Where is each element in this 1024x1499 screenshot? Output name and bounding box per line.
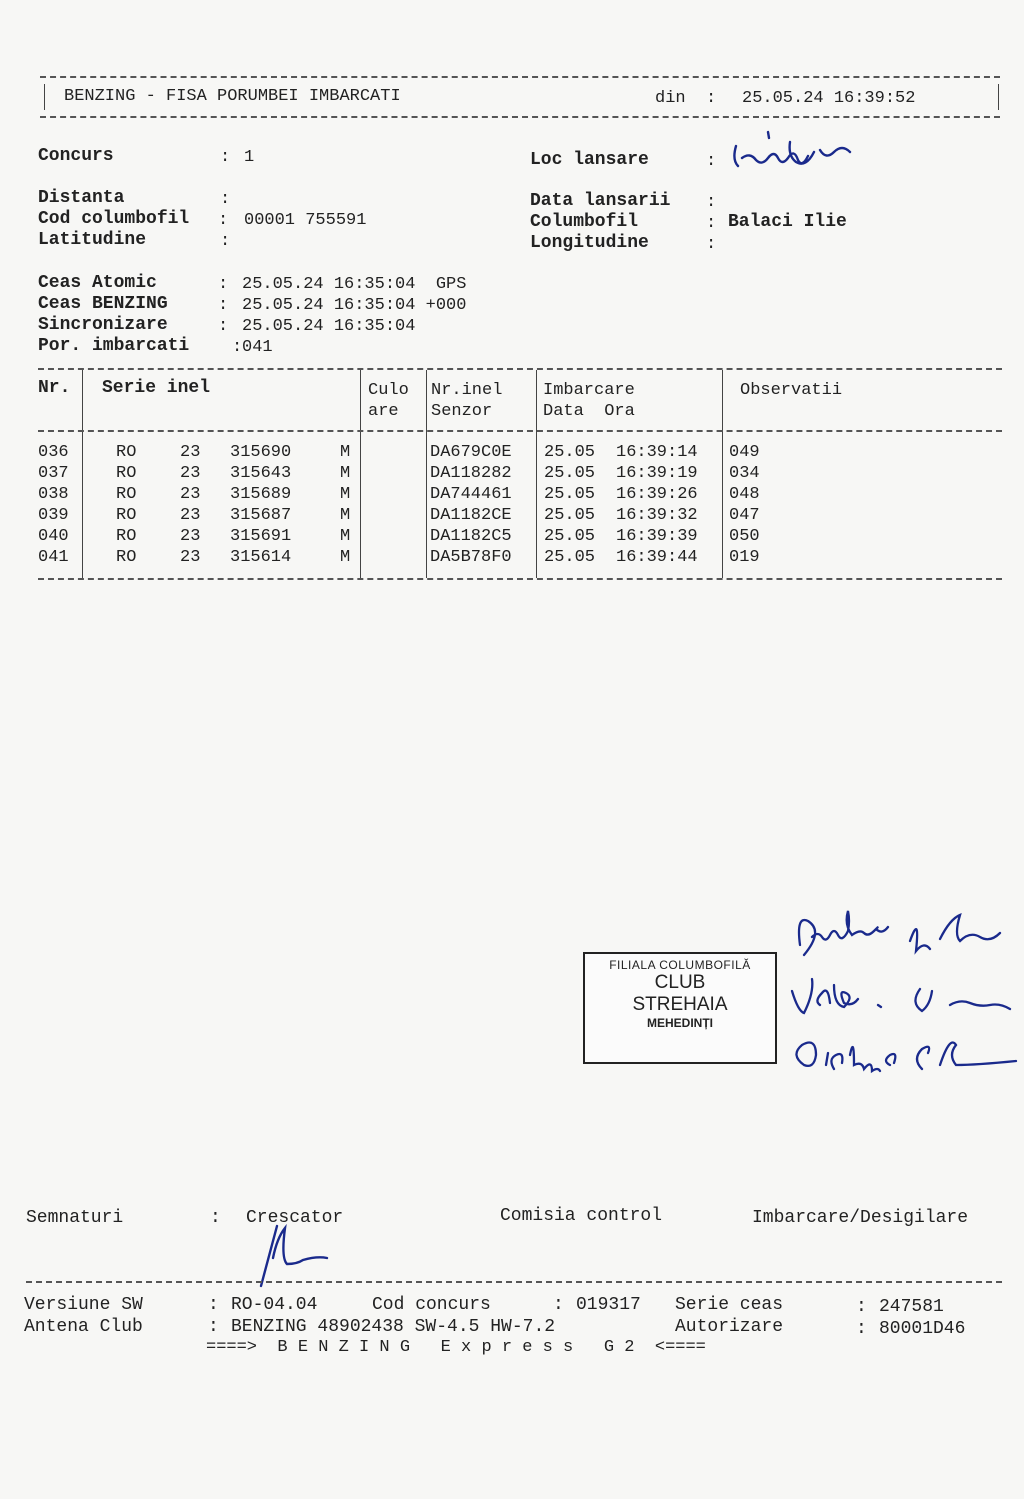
cell-obs: 019: [729, 548, 760, 567]
stamp-line-filiala: FILIALA COLUMBOFILĂ: [609, 958, 751, 972]
latitudine-colon: :: [220, 232, 231, 251]
cell-sex: M: [340, 527, 351, 546]
cell-tara: RO: [116, 464, 137, 483]
cell-sex: M: [340, 485, 351, 504]
semnaturi-label: Semnaturi: [26, 1208, 124, 1228]
stamp-line-club: CLUB: [654, 972, 706, 993]
benzing-banner: ====> B E N Z I N G E x p r e s s G 2 <====: [206, 1338, 706, 1357]
ceas-benzing-value: 25.05.24 16:35:04 +000: [242, 296, 467, 315]
longitudine-label: Longitudine: [530, 233, 649, 253]
th-imbarcare-1: Imbarcare: [543, 381, 635, 400]
cell-ora: 16:39:32: [616, 506, 698, 525]
cell-ora: 16:39:39: [616, 527, 698, 546]
cell-ora: 16:39:14: [616, 443, 698, 462]
cell-nr: 036: [38, 443, 69, 462]
versiune-sw-value: RO-04.04: [231, 1295, 318, 1315]
th-imbarcare-2: Data Ora: [543, 402, 635, 421]
header-right-border: [998, 84, 999, 110]
cell-tara: RO: [116, 527, 137, 546]
date-colon: :: [706, 89, 717, 108]
cod-concurs-label: Cod concurs: [372, 1295, 491, 1315]
th-observatii: Observatii: [740, 381, 843, 400]
antena-club-colon: :: [208, 1317, 219, 1337]
cell-nr: 039: [38, 506, 69, 525]
col-sep-serie: [360, 370, 361, 578]
autorizare-label: Autorizare: [675, 1317, 784, 1337]
ceas-atomic-label: Ceas Atomic: [38, 273, 157, 293]
cell-serie: 315687: [230, 506, 292, 525]
cell-data: 25.05: [544, 485, 596, 504]
cell-nr: 037: [38, 464, 69, 483]
header-top-border: [40, 76, 1000, 78]
ceas-benzing-label: Ceas BENZING: [38, 294, 168, 314]
th-nr: Nr.: [38, 378, 71, 398]
columbofil-colon: :: [706, 214, 717, 233]
data-lansarii-label: Data lansarii: [530, 191, 671, 211]
loc-lansare-colon: :: [706, 152, 717, 171]
ceas-benzing-colon: :: [218, 296, 229, 315]
cell-nr: 041: [38, 548, 69, 567]
cell-tara: RO: [116, 548, 137, 567]
distanta-colon: :: [220, 190, 231, 209]
date-value: 25.05.24 16:39:52: [742, 89, 916, 108]
cell-an: 23: [180, 443, 201, 462]
cell-obs: 047: [729, 506, 760, 525]
cod-columbofil-label: Cod columbofil: [38, 209, 190, 229]
cell-serie: 315689: [230, 485, 292, 504]
committee-signatures: [790, 905, 1024, 1095]
date-label: din: [655, 89, 686, 108]
cell-an: 23: [180, 548, 201, 567]
serie-ceas-colon: :: [856, 1297, 867, 1317]
ceas-atomic-value: 25.05.24 16:35:04 GPS: [242, 275, 467, 294]
cell-nr: 040: [38, 527, 69, 546]
comisia-label: Comisia control: [500, 1206, 663, 1226]
cell-data: 25.05: [544, 464, 596, 483]
cod-concurs-value: 019317: [576, 1295, 641, 1315]
header-bottom-border: [40, 116, 1000, 118]
cod-concurs-colon: :: [553, 1295, 564, 1315]
cell-senzor: DA744461: [430, 485, 512, 504]
sincronizare-colon: :: [218, 317, 229, 336]
por-imbarcati-value: 041: [242, 338, 273, 357]
serie-ceas-label: Serie ceas: [675, 1295, 784, 1315]
concurs-colon: :: [220, 148, 231, 167]
cell-senzor: DA118282: [430, 464, 512, 483]
semnaturi-colon: :: [210, 1208, 221, 1228]
cell-tara: RO: [116, 443, 137, 462]
cell-senzor: DA1182CE: [430, 506, 512, 525]
cell-serie: 315643: [230, 464, 292, 483]
club-stamp: [583, 952, 777, 1064]
footer-separator: [26, 1281, 1002, 1283]
autorizare-colon: :: [856, 1319, 867, 1339]
cell-sex: M: [340, 443, 351, 462]
col-sep-senzor: [536, 370, 537, 578]
columbofil-label: Columbofil: [530, 212, 639, 232]
cell-an: 23: [180, 485, 201, 504]
th-nrinel-2: Senzor: [431, 402, 493, 421]
stamp-line-strehaia: STREHAIA: [632, 994, 728, 1015]
loc-lansare-handwriting: [728, 132, 873, 176]
cell-data: 25.05: [544, 443, 596, 462]
cell-ora: 16:39:26: [616, 485, 698, 504]
sincronizare-label: Sincronizare: [38, 315, 168, 335]
col-sep-culoare: [426, 370, 427, 578]
th-serie-inel: Serie inel: [102, 378, 211, 398]
th-culoare-1: Culo: [368, 381, 409, 400]
th-nrinel-1: Nr.inel: [431, 381, 503, 400]
por-imbarcati-colon: :: [232, 338, 243, 357]
longitudine-colon: :: [706, 235, 717, 254]
cell-data: 25.05: [544, 548, 596, 567]
imbarcare-desigilare-label: Imbarcare/Desigilare: [752, 1208, 969, 1228]
cell-an: 23: [180, 527, 201, 546]
cell-serie: 315614: [230, 548, 292, 567]
data-lansarii-colon: :: [706, 193, 717, 212]
cell-an: 23: [180, 506, 201, 525]
cod-columbofil-value: 00001 755591: [244, 211, 367, 230]
table-top-border: [38, 368, 1002, 370]
antena-club-value: BENZING 48902438 SW-4.5 HW-7.2: [231, 1317, 556, 1337]
cell-sex: M: [340, 506, 351, 525]
cell-data: 25.05: [544, 527, 596, 546]
header-left-border: [44, 84, 45, 110]
por-imbarcati-label: Por. imbarcati: [38, 336, 190, 356]
antena-club-label: Antena Club: [24, 1317, 143, 1337]
cell-senzor: DA679C0E: [430, 443, 512, 462]
cell-obs: 034: [729, 464, 760, 483]
cell-nr: 038: [38, 485, 69, 504]
cell-ora: 16:39:19: [616, 464, 698, 483]
cell-serie: 315691: [230, 527, 292, 546]
cell-obs: 050: [729, 527, 760, 546]
cell-serie: 315690: [230, 443, 292, 462]
autorizare-value: 80001D46: [879, 1319, 966, 1339]
latitudine-label: Latitudine: [38, 230, 147, 250]
table-header-separator: [38, 430, 1002, 432]
cell-senzor: DA5B78F0: [430, 548, 512, 567]
cell-senzor: DA1182C5: [430, 527, 512, 546]
table-bottom-border: [38, 578, 1002, 580]
crescator-signature: [255, 1218, 345, 1290]
cell-data: 25.05: [544, 506, 596, 525]
cell-obs: 049: [729, 443, 760, 462]
concurs-label: Concurs: [38, 146, 114, 166]
cell-obs: 048: [729, 485, 760, 504]
cell-ora: 16:39:44: [616, 548, 698, 567]
concurs-value: 1: [244, 148, 255, 167]
col-sep-nr: [82, 370, 83, 578]
crescator-label: Crescator: [246, 1208, 344, 1228]
cell-tara: RO: [116, 506, 137, 525]
versiune-sw-colon: :: [208, 1295, 219, 1315]
stamp-line-mehedinti: MEHEDINȚI: [647, 1016, 713, 1030]
sincronizare-value: 25.05.24 16:35:04: [242, 317, 416, 336]
cell-tara: RO: [116, 485, 137, 504]
columbofil-value: Balaci Ilie: [728, 212, 847, 232]
distanta-label: Distanta: [38, 188, 125, 208]
loc-lansare-label: Loc lansare: [530, 150, 649, 170]
versiune-sw-label: Versiune SW: [24, 1295, 143, 1315]
col-sep-imbarcare: [722, 370, 723, 578]
th-culoare-2: are: [368, 402, 399, 421]
cell-sex: M: [340, 464, 351, 483]
cod-columbofil-colon: :: [218, 211, 229, 230]
cell-sex: M: [340, 548, 351, 567]
serie-ceas-value: 247581: [879, 1297, 944, 1317]
page-title: BENZING - FISA PORUMBEI IMBARCATI: [64, 87, 401, 106]
ceas-atomic-colon: :: [218, 275, 229, 294]
cell-an: 23: [180, 464, 201, 483]
